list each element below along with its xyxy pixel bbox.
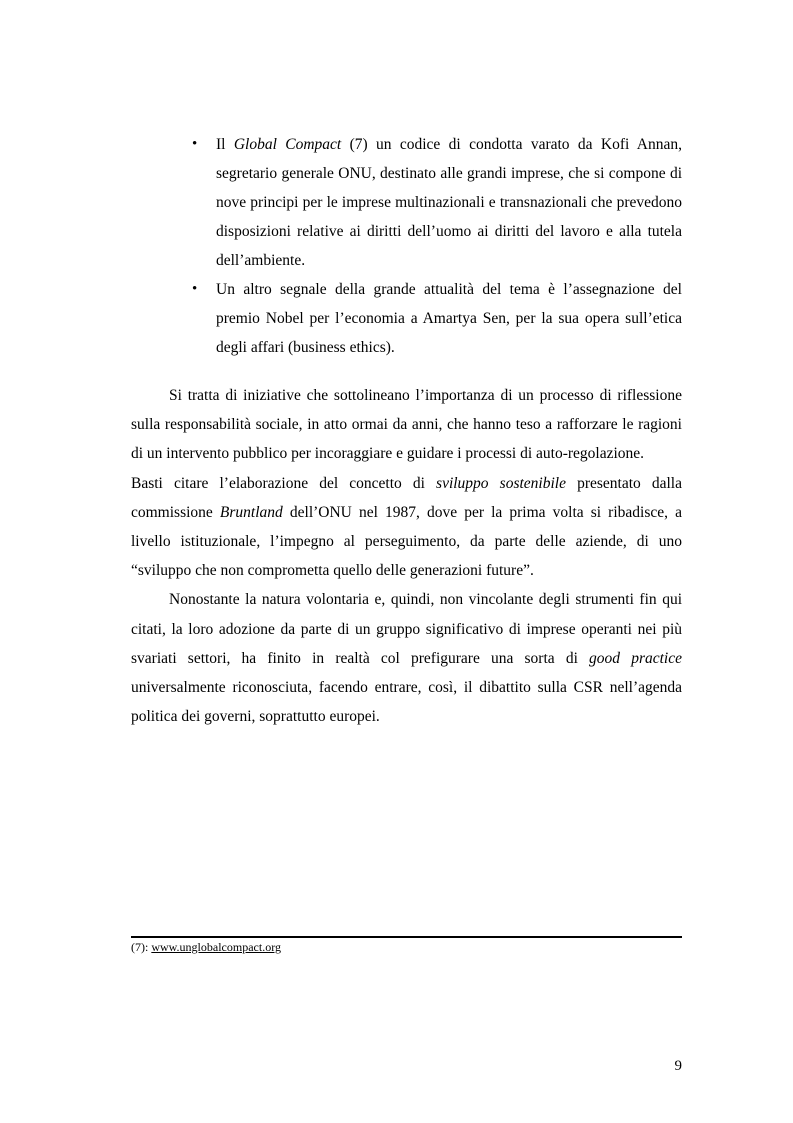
paragraph-text: dell’ONU nel 1987, dove per la prima volta si ribadisce, a livello istituzionale, l’impegno al perseguimento, da parte delle aziende, di uno “sviluppo che non comprometta quello delle generazioni future”. [131, 503, 682, 580]
bullet-text-italic: Global Compact [233, 136, 342, 153]
footnote-link[interactable]: www.unglobalcompact.org [151, 940, 281, 954]
paragraph-text: presentato dalla commissione [131, 474, 682, 521]
bullet-item-nobel [186, 275, 682, 362]
page-number: 9 [674, 1058, 682, 1074]
paragraph-voluntary-nature [131, 585, 682, 731]
paragraph-text: Nonostante la natura volontaria e, quindi, non vincolante degli strumenti fin qui citati, la loro adozione da parte di un gruppo significativo di imprese operanti nei più svariati settori, ha finito in realtà col prefigurare una sorta di [131, 591, 682, 667]
bullet-icon: • [192, 136, 198, 152]
bullet-text-suffix: (7) un codice di condotta varato da Kofi Annan, segretario generale ONU, destinato alle grandi imprese, che si compone di nove principi per le imprese multinazionali e transnazionali che prevedono disposizioni relative ai diritti dell’uomo ai diritti del lavoro e alla tutela dell’ambiente. [216, 136, 682, 269]
bullet-text-prefix: Il [216, 136, 234, 153]
footnote [131, 939, 281, 955]
footnote-label: (7): [131, 940, 152, 954]
term-good-practice: good practice [589, 649, 682, 667]
bullet-text: Un altro segnale della grande attualità del tema è l’assegnazione del premio Nobel per l’economia a Amartya Sen, per la sua opera sull’etica degli affari (business ethics). [216, 281, 682, 356]
bullet-item-global-compact [186, 130, 682, 275]
paragraph-text: Si tratta di iniziative che sottolineano l’importanza di un processo di riflessione sulla responsabilità sociale, in atto ormai da anni, che hanno teso a rafforzare le ragioni di un intervento pubblico per incoraggiare e guidare i processi di auto-regolazione. [131, 387, 682, 463]
bullet-icon: • [192, 281, 198, 297]
term-sviluppo-sostenibile: sviluppo sostenibile [436, 474, 566, 492]
footnote-divider [131, 936, 682, 938]
paragraph-initiatives [131, 381, 682, 469]
term-bruntland: Bruntland [219, 503, 283, 521]
bullet-list [186, 130, 682, 362]
paragraph-text: universalmente riconosciuta, facendo entrare, così, il dibattito sulla CSR nell’agenda politica dei governi, soprattutto europei. [131, 679, 682, 726]
paragraph-text: Basti citare l’elaborazione del concetto di [131, 474, 437, 492]
paragraph-sustainable-development [131, 469, 682, 586]
body-text [131, 381, 682, 731]
